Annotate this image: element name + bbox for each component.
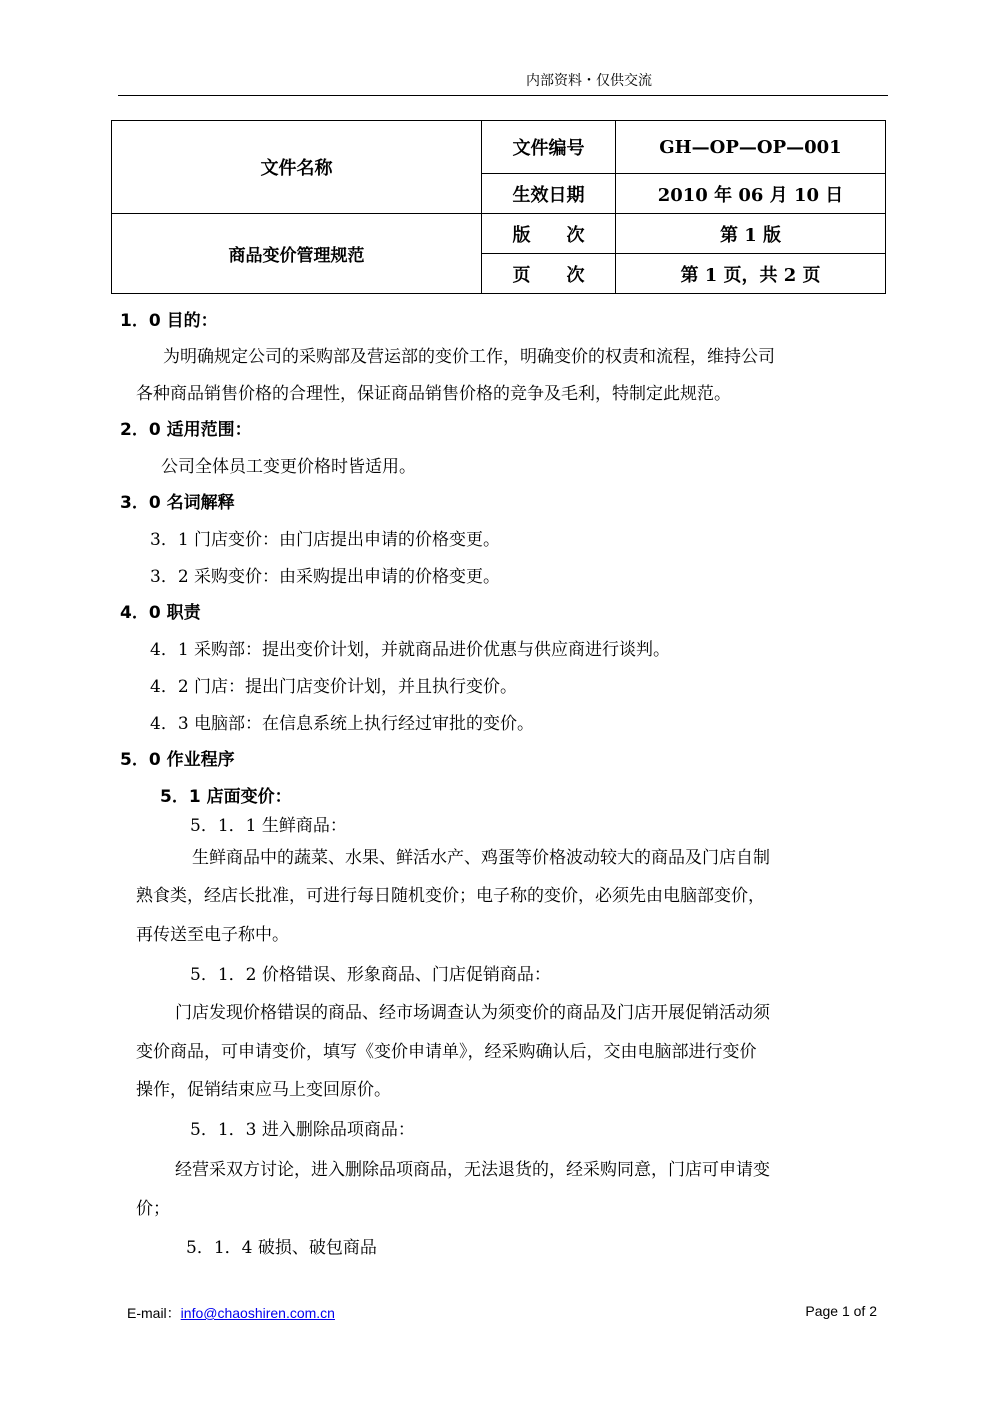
paragraph-line: 操作，促销结束应马上变回原价。	[136, 1080, 391, 1100]
paragraph-line: 经营采双方讨论，进入删除品项商品，无法退货的，经采购同意，门店可申请变	[175, 1160, 770, 1180]
section-4-item: 4．2 门店：提出门店变价计划，并且执行变价。	[150, 677, 518, 697]
doc-title: 商品变价管理规范	[112, 214, 482, 294]
footer-email	[127, 1303, 335, 1323]
section-4-item: 4．1 采购部：提出变价计划，并就商品进价优惠与供应商进行谈判。	[150, 640, 671, 660]
doc-no-value: GH—OP—OP—001	[616, 121, 886, 174]
paragraph-line: 熟食类，经店长批准，可进行每日随机变价；电子称的变价，必须先由电脑部变价，	[136, 886, 765, 906]
eff-date-label: 生效日期	[482, 174, 616, 214]
doc-name-label: 文件名称	[112, 121, 482, 214]
page-label: 页 次	[482, 254, 616, 294]
section-3-title: 3．0 名词解释	[120, 493, 235, 513]
section-3-item: 3．2 采购变价：由采购提出申请的价格变更。	[150, 567, 501, 587]
section-1-title: 1．0 目的：	[120, 311, 218, 331]
paragraph-line: 价；	[136, 1199, 170, 1219]
section-5-1-2-title: 5．1．2 价格错误、形象商品、门店促销商品：	[190, 965, 551, 985]
footer-page-number: Page 1 of 2	[805, 1303, 877, 1319]
section-5-1-1-title: 5．1．1 生鲜商品：	[190, 816, 347, 836]
section-3-item: 3．1 门店变价：由门店提出申请的价格变更。	[150, 530, 501, 550]
section-5-1-3-title: 5．1．3 进入删除品项商品：	[190, 1120, 415, 1140]
paragraph-line: 门店发现价格错误的商品、经市场调查认为须变价的商品及门店开展促销活动须	[175, 1003, 770, 1023]
eff-date-value: 2010 年 06 月 10 日	[616, 174, 886, 214]
version-label: 版 次	[482, 214, 616, 254]
paragraph-line: 再传送至电子称中。	[136, 925, 289, 945]
section-5-1-title: 5．1 店面变价：	[160, 787, 292, 807]
section-2-title: 2．0 适用范围：	[120, 420, 252, 440]
header-text: 内部资料・仅供交流	[526, 73, 652, 89]
section-4-item: 4．3 电脑部：在信息系统上执行经过审批的变价。	[150, 714, 535, 734]
email-link[interactable]: info@chaoshiren.com.cn	[180, 1305, 335, 1321]
section-5-title: 5．0 作业程序	[120, 750, 235, 770]
document-info-table	[111, 120, 886, 294]
version-value: 第 1 版	[616, 214, 886, 254]
section-1-text: 为明确规定公司的采购部及营运部的变价工作，明确变价的权责和流程，维持公司	[163, 347, 775, 367]
section-5-1-4-title: 5．1．4 破损、破包商品	[186, 1238, 377, 1258]
section-4-title: 4．0 职责	[120, 603, 201, 623]
paragraph-line: 生鲜商品中的蔬菜、水果、鲜活水产、鸡蛋等价格波动较大的商品及门店自制	[192, 848, 770, 868]
doc-no-label: 文件编号	[482, 121, 616, 174]
section-2-text: 公司全体员工变更价格时皆适用。	[161, 457, 416, 477]
section-1-text: 各种商品销售价格的合理性，保证商品销售价格的竞争及毛利，特制定此规范。	[136, 384, 731, 404]
page-header	[118, 0, 888, 96]
email-label: E-mail：	[127, 1305, 181, 1321]
page-value: 第 1 页，共 2 页	[616, 254, 886, 294]
paragraph-line: 变价商品，可申请变价，填写《变价申请单》，经采购确认后，交由电脑部进行变价	[136, 1042, 757, 1062]
